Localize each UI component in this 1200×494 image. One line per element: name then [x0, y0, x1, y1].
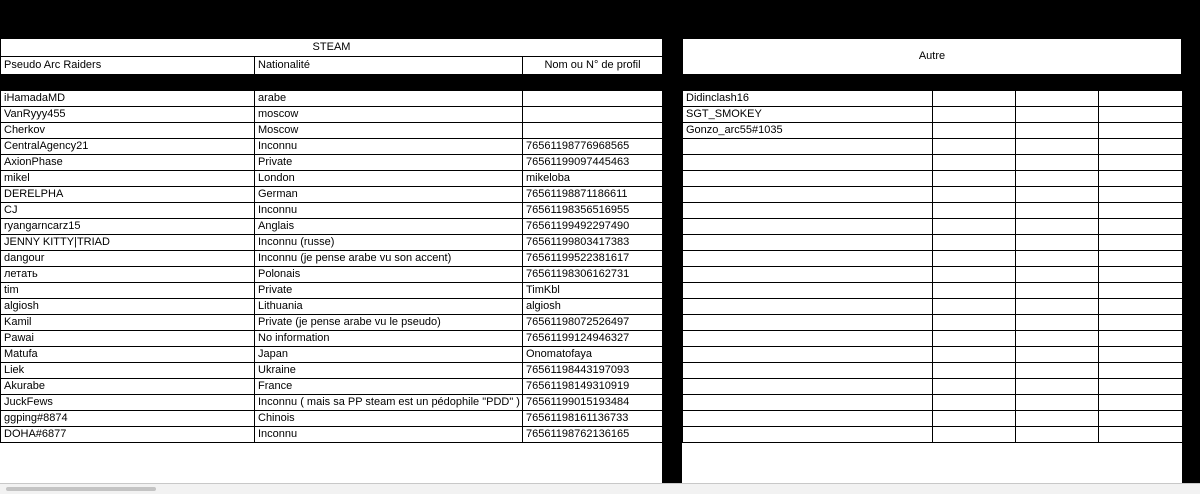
- cell-autre-name[interactable]: [683, 283, 933, 299]
- cell-empty[interactable]: [1016, 123, 1099, 139]
- cell-profil[interactable]: 76561198149310919: [523, 379, 663, 395]
- cell-pseudo[interactable]: VanRyyy455: [1, 107, 255, 123]
- cell-nationalite[interactable]: German: [255, 187, 523, 203]
- cell-nationalite[interactable]: Inconnu: [255, 427, 523, 443]
- table-row: [1, 267, 663, 283]
- cell-empty[interactable]: [933, 155, 1016, 171]
- scrollbar-thumb[interactable]: [6, 487, 156, 491]
- cell-autre-name[interactable]: [683, 171, 933, 187]
- cell-pseudo[interactable]: ggping#8874: [1, 411, 255, 427]
- cell-empty[interactable]: [1099, 395, 1183, 411]
- table-row: [1, 139, 663, 155]
- cell-empty[interactable]: [933, 219, 1016, 235]
- cell-nationalite[interactable]: Private: [255, 283, 523, 299]
- cell-profil[interactable]: 76561198443197093: [523, 363, 663, 379]
- table-row: [683, 347, 1183, 363]
- cell-autre-name[interactable]: [683, 299, 933, 315]
- cell-empty[interactable]: [1016, 107, 1099, 123]
- cell-empty[interactable]: [1099, 315, 1183, 331]
- column-header-profil[interactable]: Nom ou N° de profil: [523, 57, 663, 75]
- cell-autre-name[interactable]: [683, 155, 933, 171]
- cell-pseudo[interactable]: algiosh: [1, 299, 255, 315]
- cell-autre-name[interactable]: [683, 347, 933, 363]
- cell-autre-name[interactable]: [683, 251, 933, 267]
- cell-profil[interactable]: 76561198072526497: [523, 315, 663, 331]
- autre-title[interactable]: Autre: [683, 39, 1182, 75]
- table-row: [683, 283, 1183, 299]
- cell-autre-name[interactable]: [683, 331, 933, 347]
- cell-empty[interactable]: [933, 203, 1016, 219]
- horizontal-scrollbar[interactable]: [0, 483, 1200, 494]
- cell-empty[interactable]: [1016, 411, 1099, 427]
- table-row: [1, 251, 663, 267]
- cell-empty[interactable]: [933, 187, 1016, 203]
- cell-autre-name[interactable]: SGT_SMOKEY: [683, 107, 933, 123]
- cell-autre-name[interactable]: [683, 379, 933, 395]
- table-row: [683, 379, 1183, 395]
- cell-nationalite[interactable]: Ukraine: [255, 363, 523, 379]
- cell-empty[interactable]: [933, 139, 1016, 155]
- table-row: [1, 347, 663, 363]
- cell-profil[interactable]: 76561198161136733: [523, 411, 663, 427]
- cell-empty[interactable]: [933, 331, 1016, 347]
- cell-nationalite[interactable]: Inconnu: [255, 139, 523, 155]
- cell-empty[interactable]: [1016, 395, 1099, 411]
- cell-nationalite[interactable]: Polonais: [255, 267, 523, 283]
- cell-profil[interactable]: Onomatofaya: [523, 347, 663, 363]
- cell-autre-name[interactable]: [683, 363, 933, 379]
- steam-header-table: [0, 38, 663, 75]
- cell-pseudo[interactable]: Kamil: [1, 315, 255, 331]
- cell-pseudo[interactable]: JuckFews: [1, 395, 255, 411]
- table-row: [683, 91, 1183, 107]
- cell-autre-name[interactable]: Gonzo_arc55#1035: [683, 123, 933, 139]
- right-edge-band: [1182, 38, 1200, 483]
- cell-empty[interactable]: [1016, 299, 1099, 315]
- cell-empty[interactable]: [1016, 331, 1099, 347]
- cell-nationalite[interactable]: France: [255, 379, 523, 395]
- table-row: [1, 91, 663, 107]
- cell-nationalite[interactable]: Inconnu (russe): [255, 235, 523, 251]
- cell-pseudo[interactable]: Akurabe: [1, 379, 255, 395]
- table-row: [683, 219, 1183, 235]
- steam-data-table: [0, 90, 663, 443]
- table-row: [683, 171, 1183, 187]
- table-row: [1, 203, 663, 219]
- separator-band-right: [682, 74, 1200, 90]
- cell-empty[interactable]: [933, 347, 1016, 363]
- cell-empty[interactable]: [1016, 267, 1099, 283]
- table-row: [683, 123, 1183, 139]
- table-row: [1, 155, 663, 171]
- cell-empty[interactable]: [1099, 219, 1183, 235]
- cell-profil[interactable]: [523, 123, 663, 139]
- cell-empty[interactable]: [933, 251, 1016, 267]
- cell-pseudo[interactable]: Liek: [1, 363, 255, 379]
- table-row: [1, 171, 663, 187]
- autre-data-table: [682, 90, 1183, 443]
- cell-profil[interactable]: 76561199803417383: [523, 235, 663, 251]
- table-row: [1, 123, 663, 139]
- cell-empty[interactable]: [1016, 283, 1099, 299]
- cell-nationalite[interactable]: arabe: [255, 91, 523, 107]
- autre-header-table: [682, 38, 1182, 75]
- cell-profil[interactable]: 76561198776968565: [523, 139, 663, 155]
- cell-empty[interactable]: [1099, 363, 1183, 379]
- table-row: [1, 411, 663, 427]
- top-black-band: [0, 0, 1200, 38]
- cell-autre-name[interactable]: [683, 219, 933, 235]
- cell-pseudo[interactable]: iHamadaMD: [1, 91, 255, 107]
- table-row: [683, 395, 1183, 411]
- cell-profil[interactable]: algiosh: [523, 299, 663, 315]
- table-row: [683, 363, 1183, 379]
- table-row: [683, 411, 1183, 427]
- cell-pseudo[interactable]: DOHA#6877: [1, 427, 255, 443]
- cell-empty[interactable]: [1016, 91, 1099, 107]
- cell-profil[interactable]: 76561198762136165: [523, 427, 663, 443]
- cell-profil[interactable]: [523, 107, 663, 123]
- cell-empty[interactable]: [1099, 299, 1183, 315]
- cell-profil[interactable]: 76561199015193484: [523, 395, 663, 411]
- cell-profil[interactable]: 76561198306162731: [523, 267, 663, 283]
- cell-empty[interactable]: [1016, 379, 1099, 395]
- cell-empty[interactable]: [1016, 187, 1099, 203]
- column-gap: [662, 38, 682, 483]
- table-row: [683, 427, 1183, 443]
- cell-empty[interactable]: [1016, 427, 1099, 443]
- cell-pseudo[interactable]: dangour: [1, 251, 255, 267]
- cell-empty[interactable]: [933, 379, 1016, 395]
- cell-autre-name[interactable]: [683, 411, 933, 427]
- cell-pseudo[interactable]: Matufa: [1, 347, 255, 363]
- cell-empty[interactable]: [933, 91, 1016, 107]
- cell-empty[interactable]: [933, 107, 1016, 123]
- cell-nationalite[interactable]: Moscow: [255, 123, 523, 139]
- cell-pseudo[interactable]: Cherkov: [1, 123, 255, 139]
- cell-empty[interactable]: [1099, 187, 1183, 203]
- cell-empty[interactable]: [1099, 203, 1183, 219]
- cell-empty[interactable]: [1016, 347, 1099, 363]
- table-row: [1, 427, 663, 443]
- cell-nationalite[interactable]: Anglais: [255, 219, 523, 235]
- cell-autre-name[interactable]: [683, 235, 933, 251]
- cell-profil[interactable]: 76561198871186611: [523, 187, 663, 203]
- table-row: [683, 331, 1183, 347]
- cell-profil[interactable]: 76561199124946327: [523, 331, 663, 347]
- cell-nationalite[interactable]: Inconnu (je pense arabe vu son accent): [255, 251, 523, 267]
- cell-pseudo[interactable]: летать: [1, 267, 255, 283]
- table-row: [683, 299, 1183, 315]
- cell-autre-name[interactable]: Didinclash16: [683, 91, 933, 107]
- table-row: [683, 107, 1183, 123]
- cell-profil[interactable]: 76561198356516955: [523, 203, 663, 219]
- cell-empty[interactable]: [1099, 347, 1183, 363]
- cell-empty[interactable]: [1016, 235, 1099, 251]
- cell-empty[interactable]: [933, 315, 1016, 331]
- table-row: [683, 187, 1183, 203]
- table-row: [1, 187, 663, 203]
- cell-empty[interactable]: [933, 427, 1016, 443]
- cell-pseudo[interactable]: tim: [1, 283, 255, 299]
- table-row: [1, 283, 663, 299]
- cell-empty[interactable]: [1099, 171, 1183, 187]
- cell-nationalite[interactable]: Japan: [255, 347, 523, 363]
- cell-autre-name[interactable]: [683, 203, 933, 219]
- cell-nationalite[interactable]: Private: [255, 155, 523, 171]
- table-row: [1, 395, 663, 411]
- cell-profil[interactable]: [523, 91, 663, 107]
- cell-pseudo[interactable]: DERELPHA: [1, 187, 255, 203]
- cell-nationalite[interactable]: Private (je pense arabe vu le pseudo): [255, 315, 523, 331]
- table-row: [683, 267, 1183, 283]
- table-row: [1, 331, 663, 347]
- cell-empty[interactable]: [1016, 139, 1099, 155]
- cell-empty[interactable]: [1099, 155, 1183, 171]
- cell-empty[interactable]: [933, 123, 1016, 139]
- cell-empty[interactable]: [1099, 267, 1183, 283]
- cell-empty[interactable]: [1099, 91, 1183, 107]
- table-row: [1, 315, 663, 331]
- cell-empty[interactable]: [1016, 155, 1099, 171]
- cell-empty[interactable]: [1099, 139, 1183, 155]
- cell-autre-name[interactable]: [683, 187, 933, 203]
- cell-empty[interactable]: [933, 299, 1016, 315]
- cell-empty[interactable]: [1099, 283, 1183, 299]
- table-row: [683, 315, 1183, 331]
- cell-empty[interactable]: [933, 395, 1016, 411]
- cell-pseudo[interactable]: CJ: [1, 203, 255, 219]
- cell-profil[interactable]: 76561199097445463: [523, 155, 663, 171]
- cell-nationalite[interactable]: Chinois: [255, 411, 523, 427]
- table-row: [1, 299, 663, 315]
- steam-title[interactable]: STEAM: [1, 39, 663, 57]
- cell-empty[interactable]: [1099, 251, 1183, 267]
- cell-pseudo[interactable]: AxionPhase: [1, 155, 255, 171]
- table-row: [1, 379, 663, 395]
- cell-nationalite[interactable]: moscow: [255, 107, 523, 123]
- cell-pseudo[interactable]: mikel: [1, 171, 255, 187]
- cell-pseudo[interactable]: JENNY KITTY|TRIAD: [1, 235, 255, 251]
- cell-pseudo[interactable]: CentralAgency21: [1, 139, 255, 155]
- cell-profil[interactable]: 76561199522381617: [523, 251, 663, 267]
- cell-nationalite[interactable]: Inconnu ( mais sa PP steam est un pédophile "PDD" ): [255, 395, 523, 411]
- cell-empty[interactable]: [1016, 363, 1099, 379]
- cell-empty[interactable]: [1016, 251, 1099, 267]
- cell-empty[interactable]: [933, 283, 1016, 299]
- cell-empty[interactable]: [1099, 427, 1183, 443]
- cell-pseudo[interactable]: Pawai: [1, 331, 255, 347]
- table-row: [1, 235, 663, 251]
- cell-nationalite[interactable]: London: [255, 171, 523, 187]
- cell-empty[interactable]: [933, 363, 1016, 379]
- table-row: [683, 155, 1183, 171]
- cell-empty[interactable]: [1016, 171, 1099, 187]
- table-row: [1, 363, 663, 379]
- table-row: [1, 107, 663, 123]
- table-row: [683, 203, 1183, 219]
- cell-empty[interactable]: [1099, 379, 1183, 395]
- cell-empty[interactable]: [1016, 315, 1099, 331]
- cell-empty[interactable]: [933, 411, 1016, 427]
- cell-empty[interactable]: [933, 235, 1016, 251]
- cell-nationalite[interactable]: No information: [255, 331, 523, 347]
- table-row: [1, 219, 663, 235]
- cell-pseudo[interactable]: ryangarncarz15: [1, 219, 255, 235]
- column-header-pseudo[interactable]: Pseudo Arc Raiders: [1, 57, 255, 75]
- cell-profil[interactable]: 76561199492297490: [523, 219, 663, 235]
- cell-empty[interactable]: [1099, 107, 1183, 123]
- column-header-nationalite[interactable]: Nationalité: [255, 57, 523, 75]
- cell-empty[interactable]: [933, 267, 1016, 283]
- cell-autre-name[interactable]: [683, 315, 933, 331]
- cell-empty[interactable]: [1099, 235, 1183, 251]
- table-row: [683, 235, 1183, 251]
- cell-empty[interactable]: [1099, 123, 1183, 139]
- cell-nationalite[interactable]: Lithuania: [255, 299, 523, 315]
- cell-autre-name[interactable]: [683, 139, 933, 155]
- cell-empty[interactable]: [933, 171, 1016, 187]
- cell-autre-name[interactable]: [683, 427, 933, 443]
- cell-empty[interactable]: [1016, 203, 1099, 219]
- cell-empty[interactable]: [1099, 331, 1183, 347]
- cell-autre-name[interactable]: [683, 395, 933, 411]
- separator-band-left: [0, 74, 662, 90]
- table-row: [683, 139, 1183, 155]
- cell-profil[interactable]: TimKbl: [523, 283, 663, 299]
- table-row: [683, 251, 1183, 267]
- cell-empty[interactable]: [1099, 411, 1183, 427]
- cell-autre-name[interactable]: [683, 267, 933, 283]
- cell-nationalite[interactable]: Inconnu: [255, 203, 523, 219]
- cell-empty[interactable]: [1016, 219, 1099, 235]
- cell-profil[interactable]: mikeloba: [523, 171, 663, 187]
